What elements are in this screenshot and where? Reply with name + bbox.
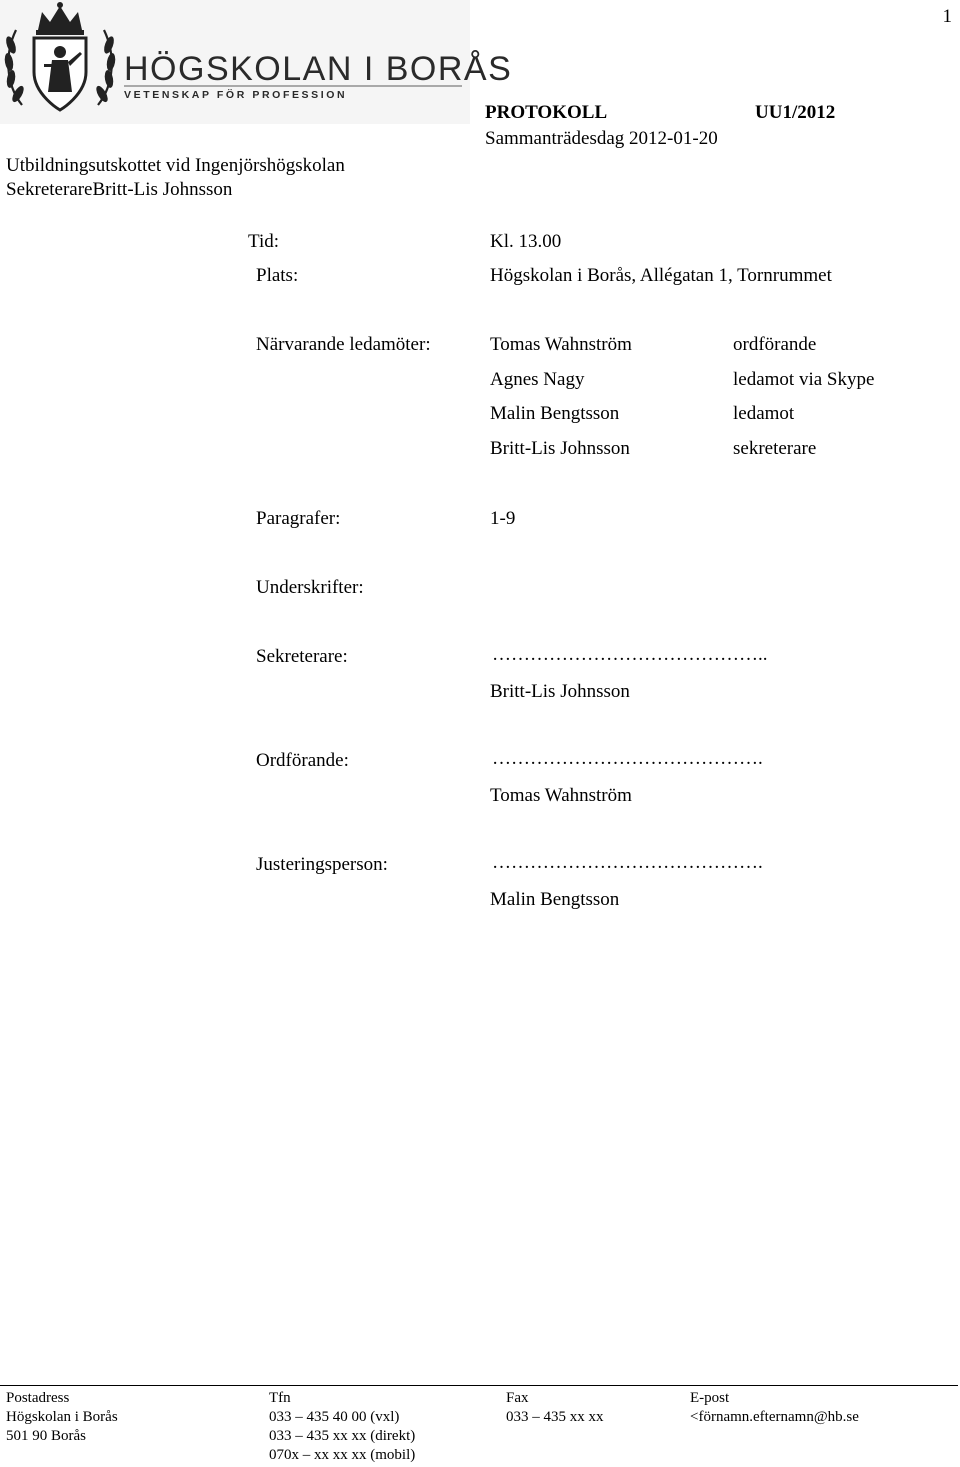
crowned-seal-with-laurel-icon — [0, 0, 513, 124]
signatures-heading: Underskrifter: — [256, 577, 364, 598]
footer-phone-line: 033 – 435 40 00 (vxl) — [269, 1409, 400, 1425]
paragraphs-value: 1-9 — [490, 508, 516, 529]
attendee-role: ledamot — [733, 403, 795, 424]
attendee-role: ledamot via Skype — [733, 369, 875, 390]
signature-name: Malin Bengtsson — [490, 889, 620, 910]
paragraphs-label: Paragrafer: — [256, 508, 341, 529]
footer-fax-line: 033 – 435 xx xx — [506, 1409, 604, 1425]
time-label: Tid: — [248, 231, 279, 252]
logo-tagline: VETENSKAP FÖR PROFESSION — [124, 89, 348, 101]
signature-name: Britt-Lis Johnsson — [490, 681, 630, 702]
attendee-role: ordförande — [733, 334, 817, 355]
signature-label: Justeringsperson: — [256, 854, 388, 875]
meeting-date: Sammanträdesdag 2012-01-20 — [485, 128, 718, 149]
footer-fax-heading: Fax — [506, 1390, 529, 1406]
logo-wordmark: HÖGSKOLAN I BORÅS — [124, 50, 513, 88]
footer-divider — [0, 1385, 958, 1386]
attendee-name: Agnes Nagy — [490, 369, 585, 390]
attendee-name: Tomas Wahnström — [490, 334, 632, 355]
signature-label: Ordförande: — [256, 750, 349, 771]
attendees-label: Närvarande ledamöter: — [256, 334, 431, 355]
footer-phone-line: 070x – xx xx xx (mobil) — [269, 1447, 416, 1463]
doc-type: PROTOKOLL — [485, 102, 608, 123]
signature-line: …………………………………….. — [492, 644, 768, 665]
attendee-role: sekreterare — [733, 438, 817, 459]
footer-email-heading: E-post — [690, 1390, 730, 1406]
footer-postadress-heading: Postadress — [6, 1390, 70, 1406]
attendee-name: Malin Bengtsson — [490, 403, 620, 424]
place-label: Plats: — [256, 265, 299, 286]
signature-name: Tomas Wahnström — [490, 785, 632, 806]
signature-line: ……………………………………. — [492, 748, 763, 769]
signature-label: Sekreterare: — [256, 646, 348, 667]
footer-phone-heading: Tfn — [269, 1390, 291, 1406]
place-value: Högskolan i Borås, Allégatan 1, Tornrummet — [490, 265, 832, 286]
time-value: Kl. 13.00 — [490, 231, 562, 252]
page-number: 1 — [942, 6, 952, 27]
organization-line: Utbildningsutskottet vid Ingenjörshögskolan — [6, 155, 345, 176]
footer-phone-line: 033 – 435 xx xx (direkt) — [269, 1428, 416, 1444]
attendee-name: Britt-Lis Johnsson — [490, 438, 630, 459]
university-logo — [0, 0, 513, 124]
secretary-line: SekreterareBritt-Lis Johnsson — [6, 179, 233, 200]
doc-id: UU1/2012 — [755, 102, 836, 123]
footer-email-line: <förnamn.efternamn@hb.se — [690, 1409, 859, 1425]
signature-line: ……………………………………. — [492, 852, 763, 873]
footer-postadress-line: Högskolan i Borås — [6, 1409, 118, 1425]
footer-postadress-line: 501 90 Borås — [6, 1428, 86, 1444]
